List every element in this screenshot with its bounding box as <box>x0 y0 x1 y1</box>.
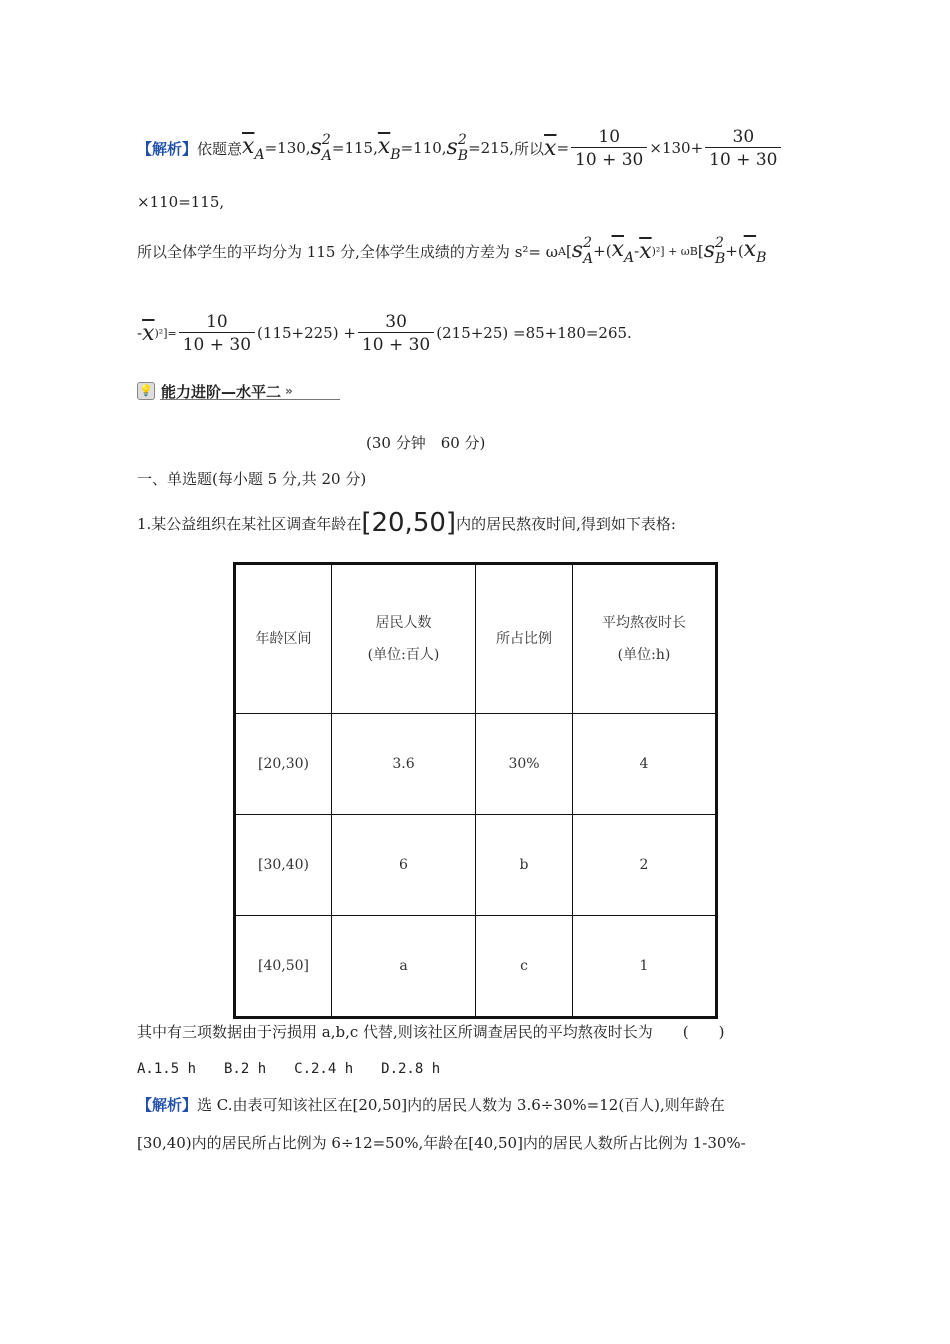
table-row: [40,50] a c 1 <box>235 916 717 1018</box>
header-population: 居民人数 (单位:百人) <box>332 564 476 714</box>
table-row: [30,40) 6 b 2 <box>235 815 717 916</box>
solution-line-1: 【解析】 依题意 $\overline{x}_A$ =130, $s^2_A$ =115, $\overline{x}_B$ =110, $s^2_B$ =215, 所以 $\overline{x}$ = $\frac{10}{10 + 30}$ ×130+ $\frac{30}{10 + 30}$ <box>137 130 783 166</box>
header-ratio: 所占比例 <box>476 564 573 714</box>
table-header-row <box>235 564 717 714</box>
part-title: 一、单选题(每小题 5 分,共 20 分) <box>137 470 367 488</box>
analysis-tag: 【解析】 <box>137 1096 198 1114</box>
mean-xa: $\overline{x}_A$ <box>242 133 265 163</box>
double-chevron-icon: » <box>285 384 293 398</box>
sa-value: =115, <box>331 139 378 157</box>
header-avg-time: 平均熬夜时长 (单位:h) <box>573 564 717 714</box>
times-130: ×130+ <box>649 139 704 157</box>
var-sb: $s^2_B$ <box>446 132 469 164</box>
var-sa: $s^2_A$ <box>310 132 332 164</box>
solution-line-3: 所以全体学生的平均分为 115 分,全体学生成绩的方差为 s²= ω A [ $s^2_A$ +( $\overline{x}_A$ - $\overline{x}$ )²] + ω B [ $s^2_B$ +( $\overline{x}_B$ <box>137 235 767 267</box>
question-1-options: A.1.5 h B.2 h C.2.4 h D.2.8 h <box>137 1061 441 1077</box>
answer-line-1: 【解析】选 C.由表可知该社区在[20,50]内的居民人数为 3.6÷30%=12(百人),则年龄在 <box>137 1096 725 1114</box>
mean-xb: $\overline{x}_B$ <box>377 133 401 163</box>
xb-value: =110, <box>400 139 447 157</box>
question-1-stem: 1.某公益组织在某社区调查年龄在 [20,50] 内的居民熬夜时间,得到如下表格: <box>137 508 676 538</box>
fraction-2: $\frac{30}{10 + 30}$ <box>705 127 781 170</box>
solution-line-2: ×110=115, <box>137 193 225 211</box>
fraction-1: $\frac{10}{10 + 30}$ <box>571 127 647 170</box>
solution-line-4: - $\overline{x}$ )²]= $\frac{10}{10 + 30}$ (115+225) + $\frac{30}{10 + 30}$ (215+25) =85+180=265. <box>137 311 632 355</box>
header-age: 年龄区间 <box>235 564 332 714</box>
lightbulb-icon: 💡 <box>137 382 155 400</box>
sb-value: =215, <box>468 139 515 157</box>
time-info: (30 分钟 60 分) <box>366 434 486 452</box>
mean-x: $\overline{x}$ <box>544 135 557 161</box>
table-row: [20,30) 3.6 30% 4 <box>235 714 717 815</box>
section-title: 能力进阶—水平二 <box>161 382 282 401</box>
interval-formula: [20,50] <box>361 508 457 538</box>
section-divider <box>160 399 340 400</box>
text-so: 所以 <box>514 139 545 158</box>
text-lead: 依题意 <box>197 139 243 158</box>
data-table <box>233 562 718 1019</box>
question-1-after-table: 其中有三项数据由于污损用 a,b,c 代替,则该社区所调查居民的平均熬夜时长为 ( ) <box>137 1023 725 1041</box>
section-header <box>137 381 293 401</box>
xa-value: =130, <box>264 139 311 157</box>
analysis-tag: 【解析】 <box>137 139 198 158</box>
answer-line-2: [30,40)内的居民所占比例为 6÷12=50%,年龄在[40,50]内的居民人数所占比例为 1-30%- <box>137 1134 746 1152</box>
